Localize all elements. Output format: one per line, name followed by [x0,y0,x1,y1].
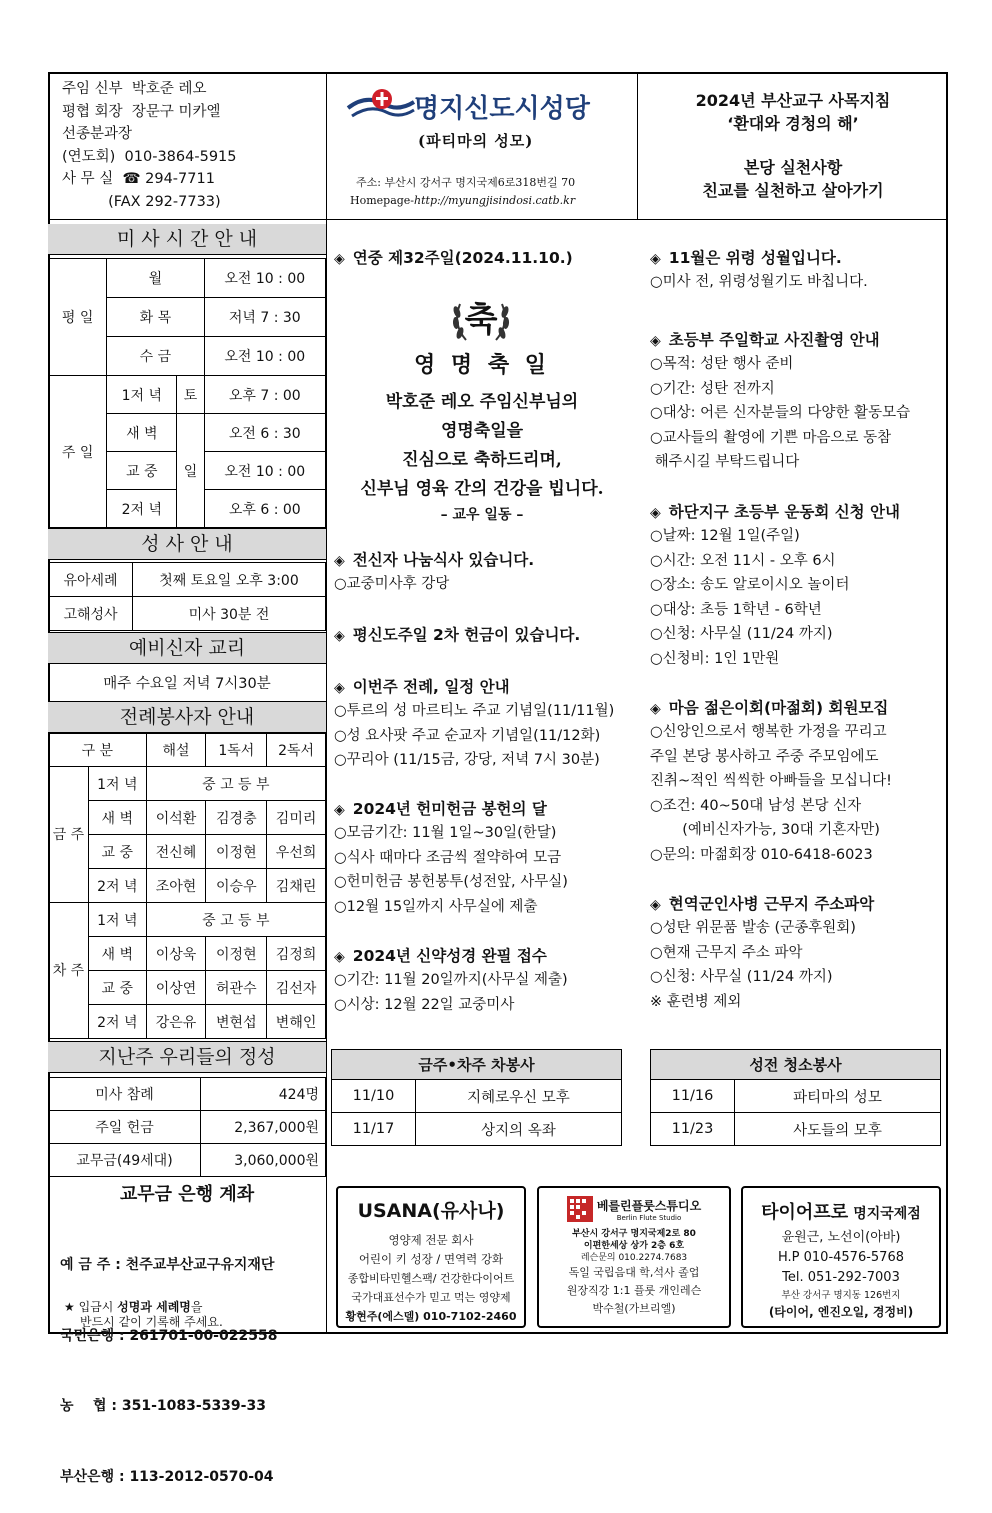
bible-notice [334,945,568,1017]
homepage [350,194,575,207]
offerings-table [48,1077,326,1177]
sacrament-name: 유아세례 [49,563,133,597]
sports-line: ○신청비: 1인 1만원 [650,650,780,667]
bank-note-prefix: ★ 입금시 [64,1300,118,1314]
diamond-bullet-icon: ◈ [334,251,345,267]
vehicle-service-table [331,1049,622,1146]
server-mass: 2저 녁 [88,1005,146,1039]
feast-message [332,388,632,526]
bible-title: 2024년 신약성경 완필 접수 [352,947,547,965]
server-reader2: 김채린 [267,869,326,903]
feast-from: – 교우 일동 – [440,507,524,523]
server-reader1: 허관수 [206,971,267,1005]
young-club-line: 진취~적인 씩씩한 아빠들을 모십니다! [650,773,892,789]
rice-line: ○모금기간: 11월 1일~30일(한달) [334,825,557,841]
tire-mobile: H.P 010-4576-5768 [777,1250,904,1265]
usana-line: 영양제 전문 회사 [388,1233,474,1247]
diamond-bullet-icon: ◈ [334,680,345,696]
second-collection-title: 평신도주일 2차 헌금이 있습니다. [352,626,581,644]
account-kb: 국민은행 : 261701-00-022558 [60,1327,278,1344]
usana-line: 종합비타민헬스팩/ 건강한다이어트 [347,1272,515,1285]
november-line: ○미사 전, 위령성월기도 바칩니다. [650,274,868,290]
offering-name: 주일 헌금 [49,1111,201,1144]
november-title: 11월은 위령 성월입니다. [668,249,842,267]
mass-name: 새 벽 [107,414,177,452]
servers-header: 해설 [146,734,206,767]
server-reader1: 김경충 [206,801,267,835]
service-group: 사도들의 모후 [735,1113,941,1146]
saturday-label: 토 [177,376,204,414]
sacraments-table [48,562,326,631]
soldier-line: ○현재 근무지 주소 파악 [650,944,803,961]
server-reader2: 우선희 [267,835,326,869]
mass-time: 오전 6 : 30 [204,414,325,452]
young-club-line: ○신앙인으로서 행복한 가정을 꾸리고 [650,724,887,740]
server-mass: 1저 녁 [88,903,146,937]
server-reader2: 김정희 [267,937,326,971]
account-busan: 부산은행 : 113-2012-0570-04 [60,1468,274,1485]
liturgy-line: ○투르의 성 마르티노 주교 기념일(11/11월) [334,703,615,719]
pastoral-guideline [640,90,946,202]
server-mass: 교 중 [88,971,146,1005]
bank-title: 교무금 은행 계좌 [119,1184,255,1205]
flute-address: 부산시 강서구 명지국제2로 80 [572,1229,696,1239]
sacrament-time: 미사 30분 전 [133,597,326,631]
second-collection-notice [334,624,580,647]
tire-tel: Tel. 051-292-7003 [782,1270,900,1285]
rice-line: ○헌미헌금 봉헌봉투(성전앞, 사무실) [334,874,568,890]
diamond-bullet-icon: ◈ [650,251,661,267]
sacrament-time: 첫째 토요일 오후 3:00 [133,563,326,597]
offering-name: 교무금(49세대) [49,1144,201,1177]
server-commentator: 조아현 [146,869,206,903]
rice-offering-notice [334,798,568,919]
server-commentator: 이석환 [146,801,206,835]
soldier-line: ○신청: 사무실 (11/24 까지) [650,969,833,985]
tire-shop-ad [741,1186,941,1328]
servers-header: 1독서 [206,734,267,767]
cleaning-service-table [650,1049,941,1146]
mass-name: 2저 녁 [107,490,177,528]
mass-time: 오후 6 : 00 [204,490,325,528]
flute-studio-name-en: Berlin Flute Studio [616,1213,682,1222]
server-reader2: 김미리 [267,801,326,835]
server-mass: 교 중 [88,835,146,869]
young-club-line: ○조건: 40~50대 남성 본당 신자 [650,797,862,814]
usana-title: USANA(유사나) [357,1200,505,1222]
diamond-bullet-icon: ◈ [650,505,661,521]
homepage-label: Homepage- [350,194,415,207]
tire-services: (타이어, 엔진오일, 경정비) [768,1305,914,1319]
server-reader1: 이승우 [206,869,267,903]
server-commentator: 강은유 [146,1005,206,1039]
pastor: 주임 신부 박호준 레오 [62,81,207,97]
mass-time: 오후 7 : 00 [204,376,325,414]
sunday-label: 주 일 [49,376,107,528]
flute-logo-icon [567,1196,593,1222]
staff-info [62,78,237,213]
server-group: 중 고 등 부 [146,903,325,937]
feast-title: 영 명 축 일 [414,352,550,378]
flute-line: 원장직강 1:1 플룻 개인레슨 [566,1284,702,1297]
office-phone: 사 무 실 ☎ 294-7711 [62,171,215,187]
cleaning-service-title: 성전 청소봉사 [651,1050,941,1080]
council-president: 평협 회장 장문구 미카엘 [62,103,221,120]
server-reader1: 이정현 [206,937,267,971]
this-week-label: 금 주 [49,767,89,903]
account-nh: 농 협 : 351-1083-5339-33 [60,1398,266,1414]
mass-day: 월 [107,259,204,298]
diamond-bullet-icon: ◈ [334,553,345,569]
young-club-line: 주일 본당 봉사하고 주중 주모임에도 [650,748,879,765]
sports-line: ○시간: 오전 11시 - 오후 6시 [650,552,836,569]
vehicle-service-title: 금주•차주 차봉사 [332,1050,622,1080]
next-week-label: 차 주 [49,903,89,1039]
guideline-year: 2024년 부산교구 사목지침 [695,91,891,110]
account-holder: 예 금 주 : 천주교부산교구유지재단 [60,1257,275,1273]
service-group: 파티마의 성모 [735,1080,941,1113]
feast-line: 박호준 레오 주임신부님의 [385,392,579,412]
service-date: 11/10 [332,1080,416,1113]
sacraments-title: 성 사 안 내 [48,528,326,560]
mass-time: 오전 10 : 00 [204,259,325,298]
practice-title: 본당 실천사항 [743,158,843,177]
mass-time: 오전 10 : 00 [204,337,325,376]
server-mass: 새 벽 [88,801,146,835]
diamond-bullet-icon: ◈ [650,897,661,913]
usana-ad [336,1186,526,1328]
funeral-committee-phone: (연도회) 010-3864-5915 [62,148,237,165]
server-mass: 새 벽 [88,937,146,971]
header-divider-left [326,72,327,219]
church-logo-icon [346,86,416,126]
weekday-label: 평 일 [49,259,107,376]
sports-line: ○날짜: 12월 1일(주일) [650,528,800,544]
diamond-bullet-icon: ◈ [650,701,661,717]
offering-name: 미사 참례 [49,1078,201,1111]
tire-shop-title: 타이어프로 [761,1202,849,1223]
offering-value: 424명 [201,1078,326,1111]
mass-time: 오전 10 : 00 [204,452,325,490]
servers-table [48,733,326,1039]
bible-line: ○기간: 11월 20일까지(사무실 제출) [334,972,568,988]
mass-time: 저녁 7 : 30 [204,298,325,337]
guideline-theme: ‘환대와 경청의 해’ [727,113,859,133]
church-address: 주소: 부산시 강서구 명지국제6로318번길 70 [356,176,576,189]
service-date: 11/23 [651,1113,735,1146]
mass-day: 수 금 [107,337,204,376]
sunday-title-text: 연중 제32주일(2024.11.10.) [352,249,573,267]
sports-title: 하단지구 초등부 운동회 신청 안내 [668,503,900,521]
middle-column [334,247,573,270]
tire-address: 부산 강서구 명지동 126번지 [781,1290,901,1301]
meal-line: ○교중미사후 강당 [334,576,450,592]
young-club-title: 마음 젊은이회(마젊회) 회원모집 [668,699,889,717]
flute-phone: 레슨문의 010.2274.7683 [580,1253,688,1263]
usana-contact: 황현주(에스델) 010-7102-2460 [345,1310,517,1323]
diamond-bullet-icon: ◈ [650,333,661,349]
flute-address-2: 이편한세상 상가 2층 6호 [583,1241,685,1251]
sports-line: ○장소: 송도 알로이시오 놀이터 [650,577,850,593]
diamond-bullet-icon: ◈ [334,802,345,818]
flute-line: 독일 국립음대 학,석사 졸업 [568,1266,700,1279]
feast-character: 축 [464,300,498,340]
diamond-bullet-icon: ◈ [334,628,345,644]
young-club-line: ○문의: 마젊회장 010-6418-6023 [650,846,873,863]
photo-line: ○목적: 성탄 행사 준비 [650,356,794,372]
photo-line: ○교사들의 촬영에 기쁜 마음으로 동참 [650,429,892,446]
sports-line: ○신청: 사무실 (11/24 까지) [650,626,833,642]
photo-title: 초등부 주일학교 사진촬영 안내 [668,331,880,349]
sports-notice [650,501,900,671]
servers-header: 구 분 [49,734,147,767]
soldier-line: ※ 훈련병 제외 [650,993,742,1010]
offering-value: 3,060,000원 [201,1144,326,1177]
server-commentator: 전신혜 [146,835,206,869]
mass-day: 화 목 [107,298,204,337]
header-divider [48,219,948,220]
flute-line: 박수철(가브리엘) [592,1302,676,1315]
office-fax: (FAX 292-7733) [62,193,221,210]
meal-notice [334,549,534,597]
sports-line: ○대상: 초등 1학년 - 6학년 [650,601,822,618]
young-club-line: (예비신자가능, 30대 기혼자만) [650,822,880,838]
server-mass: 2저 녁 [88,869,146,903]
sacrament-name: 고해성사 [49,597,133,631]
offerings-title: 지난주 우리들의 정성 [48,1041,326,1073]
liturgy-line: ○꾸리아 (11/15금, 강당, 저녁 7시 30분) [334,752,600,768]
offering-value: 2,367,000원 [201,1111,326,1144]
feast-line: 영명축일을 [440,421,524,441]
photo-line: ○대상: 어른 신자분들의 다양한 활동모습 [650,405,911,421]
service-date: 11/16 [651,1080,735,1113]
bank-note-bold: 성명과 세례명 [117,1300,191,1314]
server-reader2: 김선자 [267,971,326,1005]
usana-line: 어린이 키 성장 / 면역력 강화 [358,1252,504,1266]
service-date: 11/17 [332,1113,416,1146]
bible-line: ○시상: 12월 22일 교중미사 [334,996,515,1013]
soldier-notice [650,893,874,1014]
soldier-line: ○성탄 위문품 발송 (군종후원회) [650,920,856,936]
photo-notice [650,329,910,475]
photo-line: 해주시길 부탁드립니다 [650,454,800,470]
feast-line: 신부님 영육 간의 건강을 빕니다. [360,479,604,499]
november-notice [650,247,868,295]
tire-shop-branch: 명지국제점 [853,1206,921,1222]
server-reader1: 변현섭 [206,1005,267,1039]
photo-line: ○기간: 성탄 전까지 [650,380,775,397]
server-reader1: 이정현 [206,835,267,869]
mass-name: 교 중 [107,452,177,490]
server-reader2: 변해인 [267,1005,326,1039]
mass-name: 1저 녁 [107,376,177,414]
servers-header: 2독서 [267,734,326,767]
rice-line: ○식사 때마다 조금씩 절약하여 모금 [334,849,562,866]
practice-text: 친교를 실천하고 살아가기 [702,180,884,200]
bank-accounts [60,1207,277,1513]
server-commentator: 이상욱 [146,937,206,971]
sunday-day-label: 일 [177,414,204,528]
mass-schedule-table [48,258,326,528]
bank-note-line2: 반드시 같이 기록해 주세요. [80,1315,223,1329]
liturgy-title: 이번주 전례, 일정 안내 [352,678,510,696]
service-group: 지혜로우신 모후 [416,1080,622,1113]
church-subtitle: (파티마의 성모) [418,132,534,150]
usana-line: 국가대표선수가 믿고 먹는 영양제 [351,1291,511,1304]
diamond-bullet-icon: ◈ [334,949,345,965]
meal-title: 전신자 나눔식사 있습니다. [352,551,535,569]
bank-note [64,1300,223,1330]
funeral-committee: 선종분과장 [62,126,133,142]
feast-line: 진심으로 축하드리며, [402,450,562,470]
flute-studio-ad [537,1186,731,1328]
mass-schedule-title: 미 사 시 간 안 내 [48,224,326,255]
bank-note-suffix: 을 [190,1300,203,1314]
service-group: 상지의 옥좌 [416,1113,622,1146]
church-name: 명지신도시성당 [414,94,590,124]
catechumen-title: 예비신자 교리 [48,632,326,664]
sunday-title [334,247,573,270]
left-column-divider [326,219,327,1334]
liturgy-notice [334,676,614,773]
homepage-link[interactable]: http://myungjisindosi.catb.kr [414,194,576,207]
flute-studio-name: 베를린플룻스튜디오 [596,1198,702,1213]
rice-title: 2024년 헌미헌금 봉헌의 달 [352,800,547,818]
header-divider-right [637,72,638,219]
soldier-title: 현역군인사병 근무지 주소파악 [668,895,875,913]
young-club-notice [650,697,892,867]
server-commentator: 이상연 [146,971,206,1005]
server-mass: 1저 녁 [88,767,146,801]
tire-owner: 윤원근, 노선이(아바) [781,1230,901,1245]
server-group: 중 고 등 부 [146,767,325,801]
catechumen-schedule: 매주 수요일 저녁 7시30분 [103,676,271,692]
servers-title: 전례봉사자 안내 [48,701,326,733]
liturgy-line: ○성 요사팟 주교 순교자 기념일(11/12화) [334,727,601,744]
rice-line: ○12월 15일까지 사무실에 제출 [334,898,538,915]
